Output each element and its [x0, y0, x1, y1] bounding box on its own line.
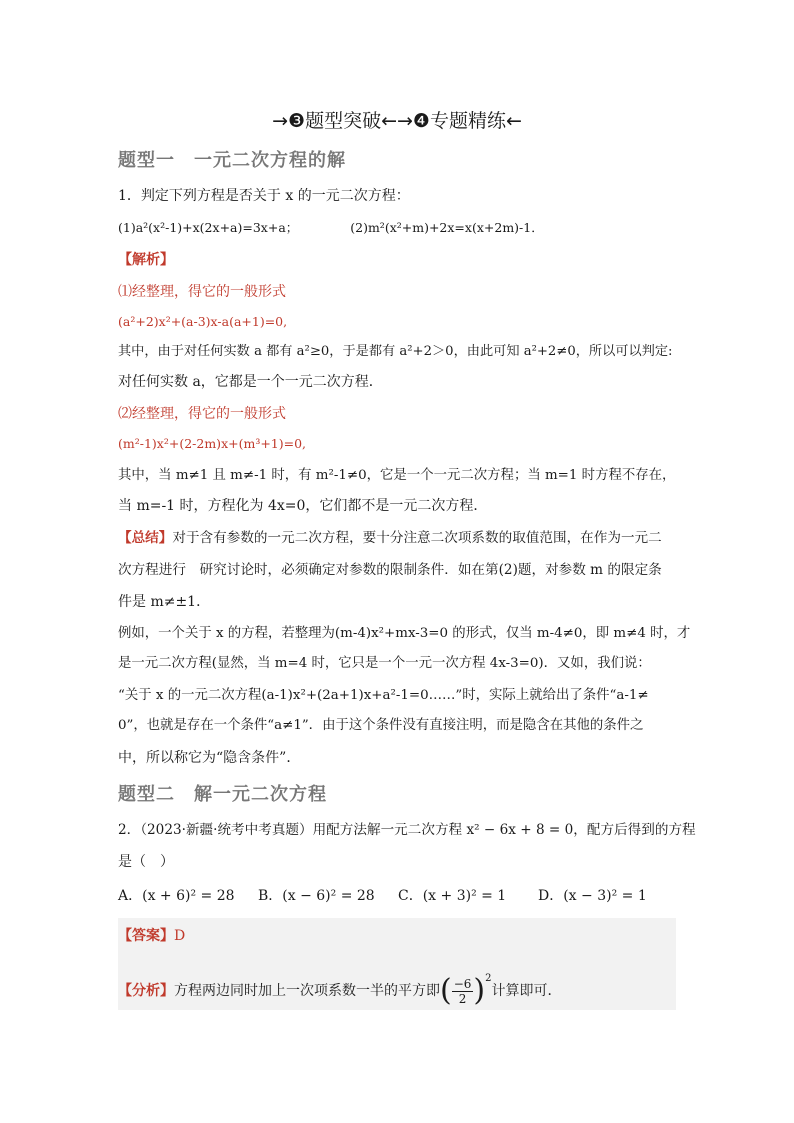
q2-option-a: A．(x + 6)² = 28	[118, 888, 235, 904]
q2-answer-tag: 【答案】	[118, 928, 174, 944]
q2-answer-value: D	[174, 928, 186, 944]
q2-options	[118, 886, 678, 906]
q2-analysis-line: 【分析】方程两边同时加上一次项系数一半的平方即( $\frac{-6}{2}$ )$^2$计算即可．	[118, 973, 562, 1008]
q1-summary-line2: 次方程进行 研究讨论时，必须确定对参数的限制条件．如在第(2)题，对参数 m 的限定条	[118, 562, 662, 578]
q2-analysis-tag: 【分析】	[118, 983, 174, 999]
q2-analysis-post: 计算即可．	[491, 983, 562, 999]
q1-summary-text1: 对于含有参数的一元二次方程，要十分注意二次项系数的取值范围，在作为一元二	[172, 530, 662, 546]
q1-summary-tag: 【总结】	[118, 530, 173, 546]
q1-example-line3: “关于 x 的一元二次方程(a-1)x²+(2a+1)x+a²-1=0……”时，实际上就给出了条件“a-1≠	[118, 688, 649, 703]
q1-part1-text2: 对任何实数 a，它都是一个一元二次方程．	[118, 374, 383, 390]
q1-part2-text2: 当 m=-1 时，方程化为 4x=0，它们都不是一元二次方程．	[118, 498, 488, 514]
section-title-1: 题型一 一元二次方程的解	[118, 150, 346, 171]
q1-example-line2: 是一元二次方程(显然，当 m=4 时，它只是一个一元一次方程 4x-3=0)．又如，我们说：	[118, 656, 651, 671]
q2-stem-line2: 是（ ）	[118, 854, 174, 870]
q1-analysis-tag: 【解析】	[118, 252, 174, 268]
q1-equations	[118, 218, 678, 238]
q2-stem-line1: 2．（2023·新疆·统考中考真题）用配方法解一元二次方程 x² − 6x + 8 = 0，配方后得到的方程	[118, 822, 696, 838]
q1-stem: 1．判定下列方程是否关于 x 的一元二次方程：	[118, 188, 410, 204]
q1-part2-text1: 其中，当 m≠1 且 m≠-1 时，有 m²-1≠0，它是一个一元二次方程；当 m=1 时方程不存在，	[118, 468, 676, 483]
q2-option-d: D．(x − 3)² = 1	[538, 888, 647, 904]
q1-example-line1: 例如，一个关于 x 的方程，若整理为(m-4)x²+mx-3=0 的形式，仅当 m-4≠0，即 m≠4 时，才	[118, 626, 691, 641]
section-title-2: 题型二 解一元二次方程	[118, 784, 327, 805]
q2-answer-line	[118, 926, 678, 946]
q1-example-line4: 0”，也就是存在一个条件“a≠1”．由于这个条件没有直接注明，而是隐含在其他的条件之	[118, 718, 644, 733]
q1-part1-heading: ⑴经整理，得它的一般形式	[118, 284, 286, 300]
q2-fraction-power: 2	[485, 973, 492, 984]
q2-fraction	[452, 977, 474, 1006]
q1-eq2: (2)m²(x²+m)+2x=x(x+2m)-1．	[350, 220, 544, 235]
q2-option-b: B．(x − 6)² = 28	[258, 888, 375, 904]
q2-option-c: C．(x + 3)² = 1	[398, 888, 507, 904]
q1-part1-text1: 其中，由于对任何实数 a 都有 a²≥0，于是都有 a²+2＞0，由此可知 a²+2≠0，所以可以判定:	[118, 344, 673, 359]
q1-part2-equation: (m²-1)x²+(2-2m)x+(m³+1)=0,	[118, 436, 307, 451]
q1-summary-line3: 件是 m≠±1．	[118, 594, 211, 610]
q2-fraction-numerator: −6	[453, 976, 472, 991]
q1-example-line5: 中，所以称它为“隐含条件”．	[118, 750, 301, 766]
q1-part1-equation: (a²+2)x²+(a-3)x-a(a+1)=0,	[118, 314, 288, 329]
q2-fraction-denominator: 2	[458, 991, 467, 1006]
q1-eq1: (1)a²(x²-1)+x(2x+a)=3x+a；	[118, 220, 299, 235]
q2-analysis-pre: 方程两边同时加上一次项系数一半的平方即	[174, 983, 440, 999]
q1-summary-line1	[118, 528, 678, 548]
q1-part2-heading: ⑵经整理，得它的一般形式	[118, 406, 286, 422]
page-header-title: →❸题型突破←→❹专题精练←	[272, 110, 522, 132]
